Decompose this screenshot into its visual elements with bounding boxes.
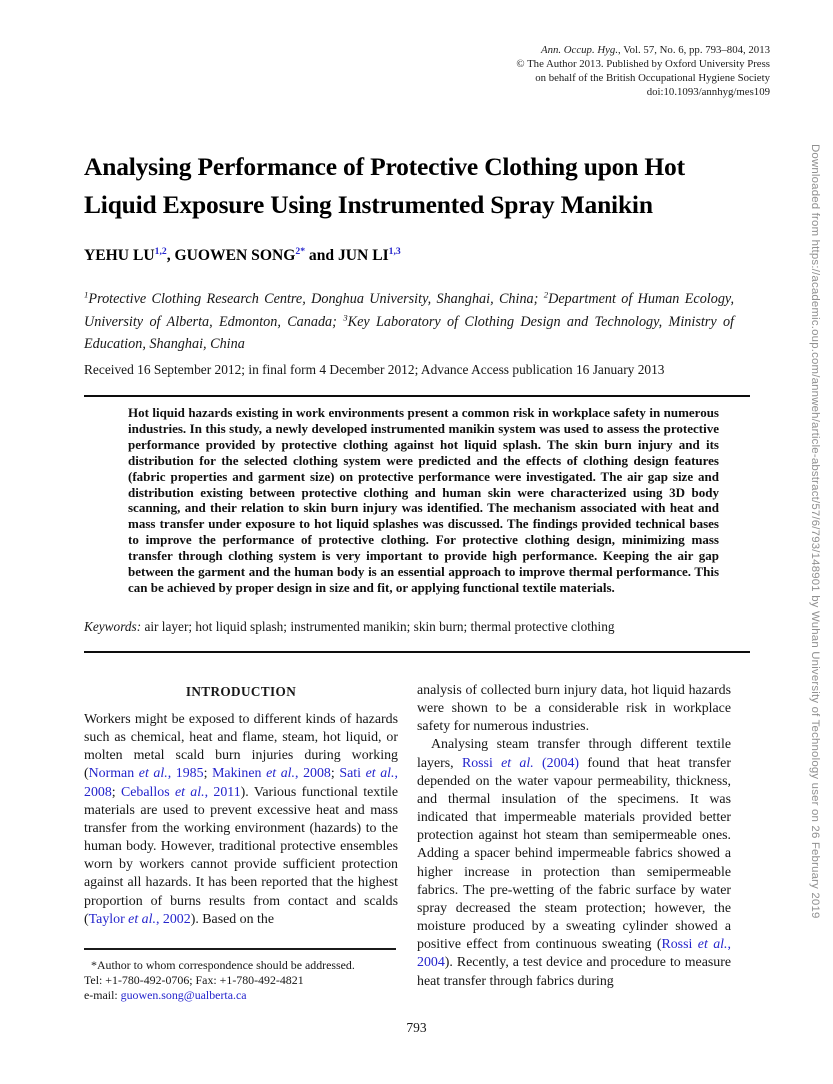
text-segment: Keywords: <box>84 619 142 634</box>
received-line: Received 16 September 2012; in final form 4 December 2012; Advance Access publication 16 January 2013 <box>84 362 665 377</box>
text-segment: Key Laboratory of Clothing Design and Technology, Ministry of Education, Shanghai, China <box>84 313 734 353</box>
citation-link[interactable]: Sati <box>339 766 366 782</box>
section-heading-introduction: INTRODUCTION <box>185 684 297 699</box>
text-segment: analysis of collected burn injury data, hot liquid hazards were shown to be a considerable risk in workplace safety for numerous industries. <box>417 683 731 735</box>
citation-link[interactable]: Makinen <box>212 766 267 782</box>
text-segment: , GUOWEN SONG <box>166 247 296 264</box>
citation-link[interactable]: et al. <box>501 755 534 771</box>
text-segment: ). Various functional textile materials are used to prevent excessive heat and mass transfer from the working environment (hazards) to the human body. However, traditional protective ensembles worn by workers cannot provide sufficient protection against all hazards. It has been reported that the highest proportion of burns results from contact and scalds ( <box>84 784 398 927</box>
text-segment: ). Based on the <box>190 911 275 927</box>
footnote-email-line <box>84 988 396 1003</box>
citation-link[interactable]: et al. <box>138 766 168 782</box>
citation-link[interactable]: Norman <box>88 766 139 782</box>
citation-link[interactable]: et al. <box>174 784 205 800</box>
journal-header <box>516 44 770 100</box>
citation-link[interactable]: et al. <box>266 766 295 782</box>
citation-link[interactable]: , 2008 <box>84 766 398 800</box>
citation-link[interactable]: et al. <box>697 937 728 953</box>
footnote-tel-fax-line: Tel: +1-780-492-0706; Fax: +1-780-492-4821 <box>84 972 304 987</box>
text-segment: 1 <box>84 289 89 300</box>
email-link[interactable]: guowen.song@ualberta.ca <box>120 988 247 1003</box>
citation-link[interactable]: Rossi <box>661 937 698 953</box>
copyright-line: © The Author 2013. Published by Oxford University Press <box>516 57 770 70</box>
page-number: 793 <box>406 1020 427 1035</box>
author-affiliation-ref[interactable]: 1,3 <box>388 245 401 257</box>
text-segment: Protective Clothing Research Centre, Donghua University, Shanghai, China; <box>88 291 544 307</box>
citation-link[interactable]: Ceballos <box>120 784 175 800</box>
footnote-correspondence-line: *Author to whom correspondence should be addressed. <box>91 957 355 972</box>
download-provenance-text: Downloaded from https://academic.oup.com/annweh/article-abstract/57/6/793/148901 by Wuhan University of Technology user on 26 February 2019 <box>809 144 821 919</box>
text-segment: Workers might be exposed to different kinds of hazards such as chemical, heat and flame, steam, hot liquid, or molten metal scald burn injuries during working ( <box>84 712 398 782</box>
text-segment: 3 <box>343 311 348 322</box>
text-segment: ; <box>330 766 340 782</box>
citation-link[interactable]: , 1985 <box>167 766 204 782</box>
text-segment: Department of Human Ecology, University of Alberta, Edmonton, Canada; <box>84 291 734 330</box>
citation-link[interactable]: , 2004 <box>417 937 731 971</box>
citation-link[interactable]: , 2002 <box>155 911 191 927</box>
text-segment: found that heat transfer depended on the water vapour permeability, thickness, and thermal insulation of the specimens. It was indicated that impermeable materials provided better protection against hot steam than semipermeable ones. Adding a spacer behind impermeable fabrics showed a higher increase in protection than semipermeable fabrics. The pre-wetting of the fabric surface by water spray decreased the steam protection; however, the moisture produced by a sweating cylinder showed a positive effect from continuous sweating ( <box>417 755 731 953</box>
author-affiliation-ref[interactable]: 1,2 <box>154 245 167 257</box>
abstract-top-rule <box>84 395 750 397</box>
correspondence-footnote <box>84 948 396 1003</box>
citation-link[interactable]: et al. <box>128 911 156 927</box>
citation-link[interactable]: Taylor <box>88 911 129 927</box>
publisher-line: on behalf of the British Occupational Hygiene Society <box>535 71 770 84</box>
corresponding-author-ref[interactable]: 2* <box>295 245 306 257</box>
intro-paragraph-1 <box>84 711 398 929</box>
citation-link[interactable]: (2004) <box>533 755 580 771</box>
text-segment: and JUN LI <box>305 247 389 264</box>
text-segment: ; <box>111 784 121 800</box>
text-segment: ; <box>203 766 213 782</box>
citation-link[interactable]: , 2008 <box>294 766 331 782</box>
footnote-rule <box>84 948 396 950</box>
text-segment: Ann. Occup. Hyg. <box>540 44 619 56</box>
article-title: Analysing Performance of Protective Clothing upon Hot Liquid Exposure Using Instrumented Spray Manikin <box>84 152 685 219</box>
abstract-bottom-rule <box>84 651 750 653</box>
citation-link[interactable]: Rossi <box>461 755 502 771</box>
affiliations <box>84 288 734 356</box>
intro-paragraph-2 <box>417 682 731 736</box>
text-segment: e-mail: <box>84 988 121 1003</box>
keywords-line <box>84 619 750 635</box>
intro-paragraph-3 <box>417 736 731 990</box>
citation-link[interactable]: , 2011 <box>204 784 241 800</box>
authors-line <box>84 247 734 265</box>
text-segment: air layer; hot liquid splash; instrumented manikin; skin burn; thermal protective clothing <box>141 619 615 634</box>
text-segment: , Vol. 57, No. 6, pp. 793–804, 2013 <box>618 44 770 56</box>
doi-line: doi:10.1093/annhyg/mes109 <box>646 85 770 98</box>
text-segment: YEHU LU <box>84 247 155 264</box>
text-segment: 2 <box>543 289 549 300</box>
journal-citation-line <box>516 44 770 58</box>
left-column <box>84 682 398 929</box>
abstract-text: Hot liquid hazards existing in work environments present a common risk in workplace safety in numerous industries. In this study, a newly developed instrumented manikin system was used to assess the protective performance provided by protective clothing against hot liquid splash. The skin burn injury and its distribution for the selected clothing system were predicted and the effects of clothing design features (fabric properties and garment size) on protective performance were investigated. The air gap size and distribution existing between protective clothing and human skin were characterized using 3D body scanning, and their relation to skin burn injury was identified. The mechanism associated with heat and mass transfer under exposure to hot liquid splashes was discussed. The findings provided technical bases to improve the performance of protective clothing. For protective clothing design, minimizing mass transfer through clothing system is very important to provide high performance. Keeping the air gap between the garment and the human body is an essential approach to improve thermal performance. This can be achieved by proper design in size and fit, or applying functional textile materials. <box>128 405 719 595</box>
citation-link[interactable]: et al. <box>365 766 395 782</box>
right-column <box>417 682 731 991</box>
text-segment: Analysing steam transfer through different textile layers, <box>417 737 731 771</box>
text-segment: ). Recently, a test device and procedure to measure heat transfer through fabrics during <box>417 955 731 989</box>
